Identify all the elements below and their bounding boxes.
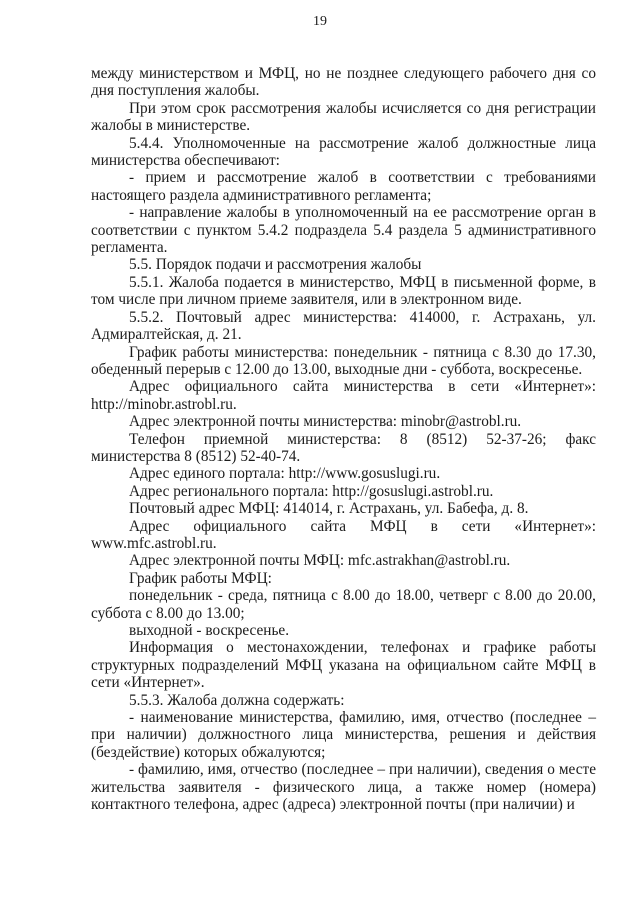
paragraph: Адрес электронной почты МФЦ: mfc.astrakhan@astrobl.ru.: [129, 552, 511, 570]
paragraph: Адрес регионального портала: http://gosuslugi.astrobl.ru.: [129, 482, 494, 500]
paragraph: 5.4.4. Уполномоченные на рассмотрение жалоб должностные лица министерства обеспечивают:: [91, 134, 596, 170]
document-body: [91, 65, 596, 813]
paragraph: Информация о местонахождении, телефонах и графике работы структурных подразделений МФЦ указана на официальном сайте МФЦ в сети «Интернет».: [91, 639, 596, 692]
paragraph: Адрес официального сайта министерства в сети «Интернет»: http://minobr.astrobl.ru.: [91, 378, 596, 413]
paragraph: Телефон приемной министерства: 8 (8512) 52-37-26; факс министерства 8 (8512) 52-40-74.: [91, 430, 596, 465]
paragraph: понедельник - среда, пятница с 8.00 до 18.00, четверг с 8.00 до 20.00, суббота с 8.00 до 13.00;: [91, 587, 596, 622]
paragraph: Почтовый адрес МФЦ: 414014, г. Астрахань, ул. Бабефа, д. 8.: [129, 500, 529, 518]
list-item-paragraph: - прием и рассмотрение жалоб в соответствии с требованиями настоящего раздела административного регламента;: [91, 169, 596, 204]
paragraph: Адрес электронной почты министерства: minobr@astrobl.ru.: [129, 413, 522, 431]
paragraph: График работы МФЦ:: [129, 569, 272, 587]
paragraph: выходной - воскресенье.: [129, 622, 290, 639]
paragraph: Адрес официального сайта МФЦ в сети «Интернет»: www.mfc.astrobl.ru.: [91, 517, 596, 552]
paragraph: 5.5.1. Жалоба подается в министерство, МФЦ в письменной форме, в том числе при личном приеме заявителя, или в электронном виде.: [91, 273, 596, 309]
paragraph: График работы министерства: понедельник - пятница с 8.30 до 17.30, обеденный перерыв с 12.00 до 13.00, выходные дни - суббота, воскресенье.: [91, 343, 596, 378]
list-item-paragraph: - фамилию, имя, отчество (последнее – при наличии), сведения о месте жительства заявителя - физического лица, а также номер (номера) контактного телефона, адрес (адреса) электронной почты (при наличии) и: [91, 761, 596, 814]
paragraph: При этом срок рассмотрения жалобы исчисляется со дня регистрации жалобы в министерстве.: [91, 99, 596, 135]
list-item-paragraph: - наименование министерства, фамилию, имя, отчество (последнее – при наличии) должностного лица министерства, решения и действия (бездействие) которых обжалуются;: [91, 709, 596, 761]
paragraph: Адрес единого портала: http://www.gosuslugi.ru.: [129, 465, 441, 483]
paragraph: 5.5.2. Почтовый адрес министерства: 414000, г. Астрахань, ул. Адмиралтейская, д. 21.: [91, 308, 596, 344]
list-item-paragraph: - направление жалобы в уполномоченный на ее рассмотрение орган в соответствии с пунктом 5.4.2 подраздела 5.4 раздела 5 административного регламента.: [91, 204, 596, 257]
paragraph: между министерством и МФЦ, но не позднее следующего рабочего дня со дня поступления жалобы.: [91, 65, 596, 100]
paragraph: 5.5.3. Жалоба должна содержать:: [129, 691, 345, 709]
page-number: 19: [313, 14, 327, 29]
section-heading: 5.5. Порядок подачи и рассмотрения жалобы: [129, 256, 422, 274]
